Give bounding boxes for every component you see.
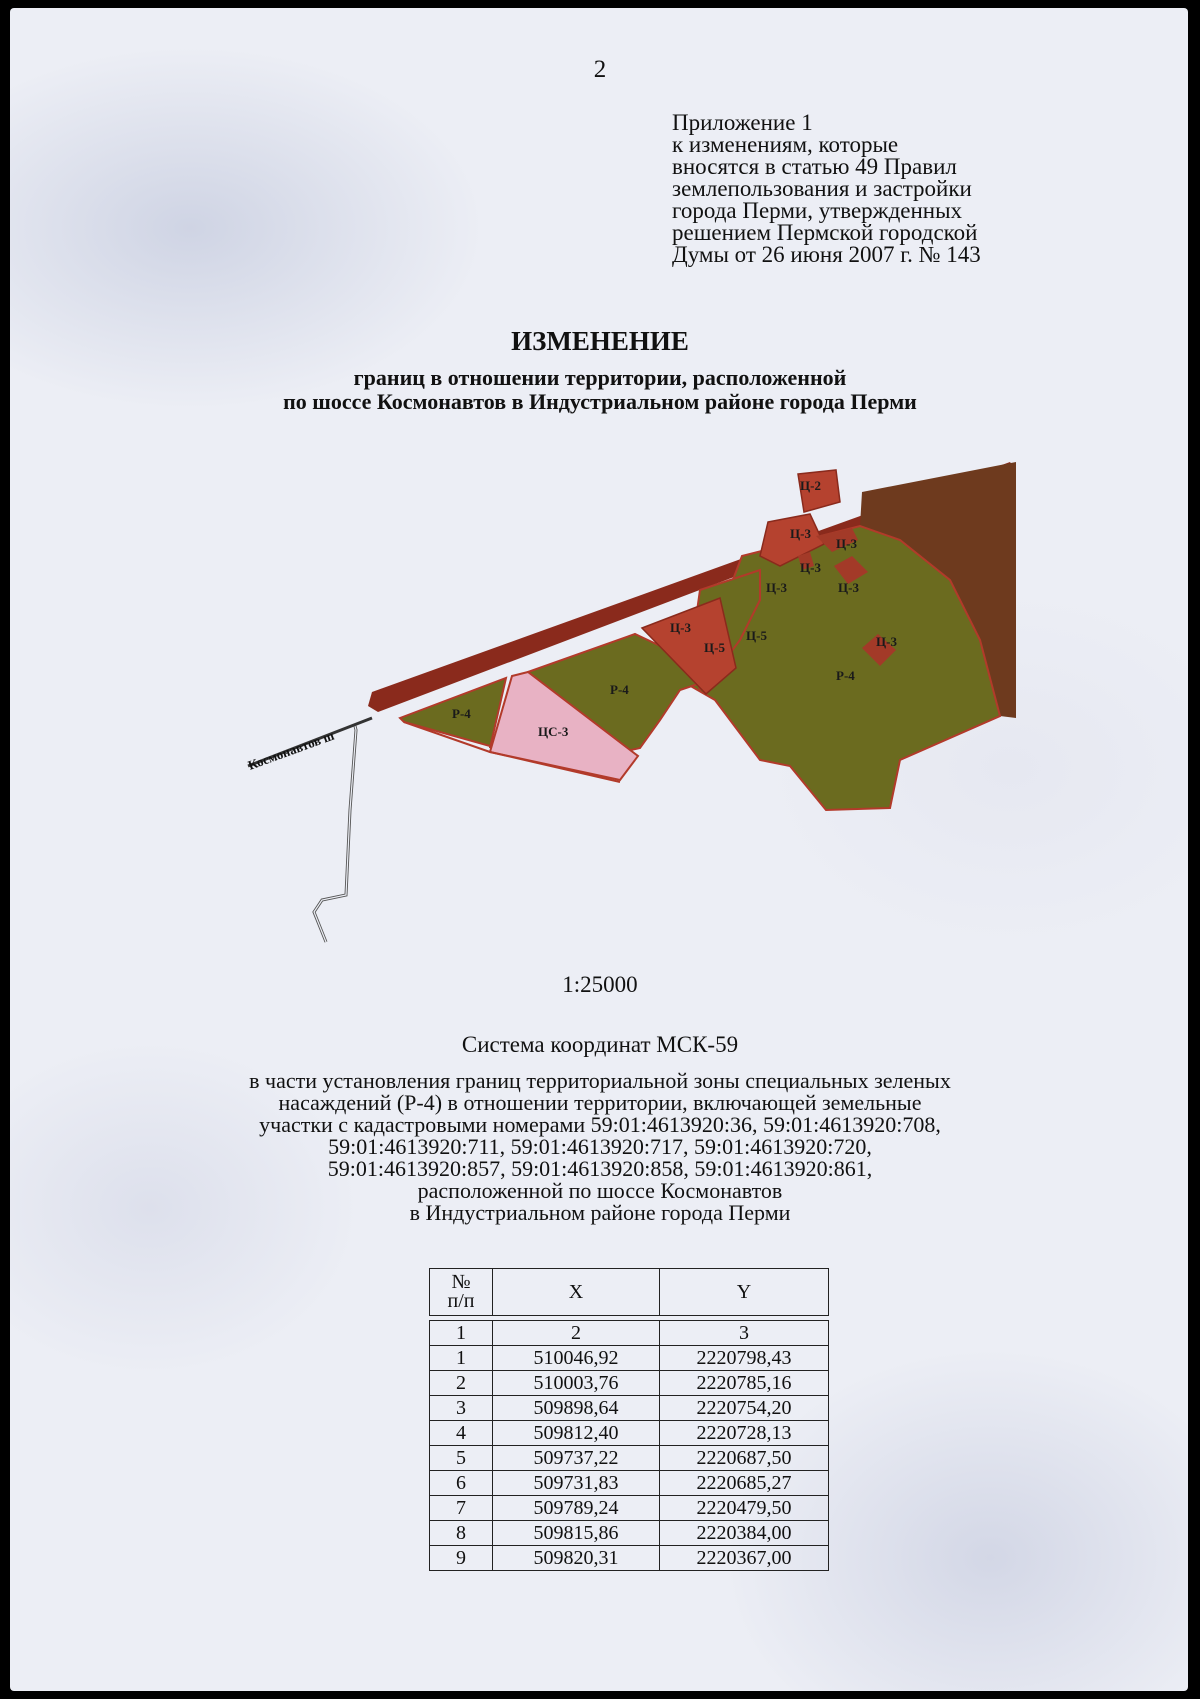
table-cell: 1 — [430, 1321, 493, 1346]
road-label: Космонавтов ш — [245, 727, 337, 773]
table-cell: 2220728,13 — [660, 1421, 829, 1446]
label-c3-6: Ц-3 — [670, 620, 691, 635]
label-c2: Ц-2 — [800, 478, 821, 493]
table-cell: 510003,76 — [493, 1371, 660, 1396]
label-c5-2: Ц-5 — [746, 628, 767, 643]
table-cell: 3 — [660, 1321, 829, 1346]
table-cell: 6 — [430, 1471, 493, 1496]
label-p4-3: Р-4 — [452, 706, 471, 721]
table-row — [430, 1346, 829, 1371]
table-cell: 1 — [430, 1346, 493, 1371]
document-title: ИЗМЕНЕНИЕ — [511, 326, 689, 356]
table-cell: 7 — [430, 1496, 493, 1521]
table-row — [430, 1521, 829, 1546]
table-row — [430, 1546, 829, 1571]
table-cell: 2220687,50 — [660, 1446, 829, 1471]
page-number: 2 — [593, 56, 607, 83]
document-subtitle: границ в отношении территории, расположенной по шоссе Космонавтов в Индустриальном районе города Перми — [283, 365, 917, 414]
table-cell: 509815,86 — [493, 1521, 660, 1546]
table-cell: 509789,24 — [493, 1496, 660, 1521]
label-c5-1: Ц-5 — [704, 640, 725, 655]
column-header-x: X — [493, 1269, 660, 1316]
table-cell: 509898,64 — [493, 1396, 660, 1421]
table-cell: 510046,92 — [493, 1346, 660, 1371]
table-cell: 509820,31 — [493, 1546, 660, 1571]
label-p4-1: Р-4 — [836, 668, 855, 683]
label-p4-2: Р-4 — [610, 682, 629, 697]
table-row — [430, 1471, 829, 1496]
table-row — [430, 1371, 829, 1396]
label-c3-4: Ц-3 — [766, 580, 787, 595]
label-c3-3: Ц-3 — [800, 560, 821, 575]
table-row — [430, 1446, 829, 1471]
table-cell: 3 — [430, 1396, 493, 1421]
label-c3-1: Ц-3 — [790, 526, 811, 541]
table-cell: 2220479,50 — [660, 1496, 829, 1521]
coordinate-system: Система координат МСК-59 — [461, 1032, 739, 1057]
appendix-note: Приложение 1 к изменениям, которые вносятся в статью 49 Правил землепользования и застройки города Перми, утвержденных решением Пермской городской Думы от 26 июня 2007 г. № 143 — [672, 110, 981, 267]
table-row — [430, 1396, 829, 1421]
table-cell: 509731,83 — [493, 1471, 660, 1496]
table-cell: 8 — [430, 1521, 493, 1546]
table-row — [430, 1421, 829, 1446]
label-c3-2: Ц-3 — [836, 536, 857, 551]
table-cell: 509812,40 — [493, 1421, 660, 1446]
access-road-line — [314, 726, 356, 942]
column-header-y: Y — [660, 1269, 829, 1316]
label-c3-5: Ц-3 — [838, 580, 859, 595]
table-cell: 2220754,20 — [660, 1396, 829, 1421]
table-index-row — [430, 1321, 829, 1346]
table-row — [430, 1496, 829, 1521]
column-header-number: № п/п — [430, 1269, 493, 1316]
table-cell: 2220798,43 — [660, 1346, 829, 1371]
table-cell: 2 — [430, 1371, 493, 1396]
coordinates-table — [429, 1268, 829, 1571]
table-cell: 2220685,27 — [660, 1471, 829, 1496]
label-cs3: ЦС-3 — [538, 724, 569, 739]
map-scale: 1:25000 — [562, 972, 638, 997]
table-cell: 509737,22 — [493, 1446, 660, 1471]
table-cell: 4 — [430, 1421, 493, 1446]
table-cell: 9 — [430, 1546, 493, 1571]
table-cell: 5 — [430, 1446, 493, 1471]
table-cell: 2220367,00 — [660, 1546, 829, 1571]
table-cell: 2 — [493, 1321, 660, 1346]
table-cell: 2220384,00 — [660, 1521, 829, 1546]
zone-description: в части установления границ территориальной зоны специальных зеленых насаждений (Р-4) в отношении территории, включающей земельные участки с кадастровыми номерами 59:01:4613920:36, 59:01:4613920:708, 59:01:4613920:711, 59:01:4613920:717, 59:01:4613920:720, 59:01:4613920:857, 59:01:4613920:858, 59:01:4613920:861, расположенной по шоссе Космонавтов в Индустриальном районе города Перми — [249, 1068, 951, 1225]
table-cell: 2220785,16 — [660, 1371, 829, 1396]
label-c3-7: Ц-3 — [876, 634, 897, 649]
